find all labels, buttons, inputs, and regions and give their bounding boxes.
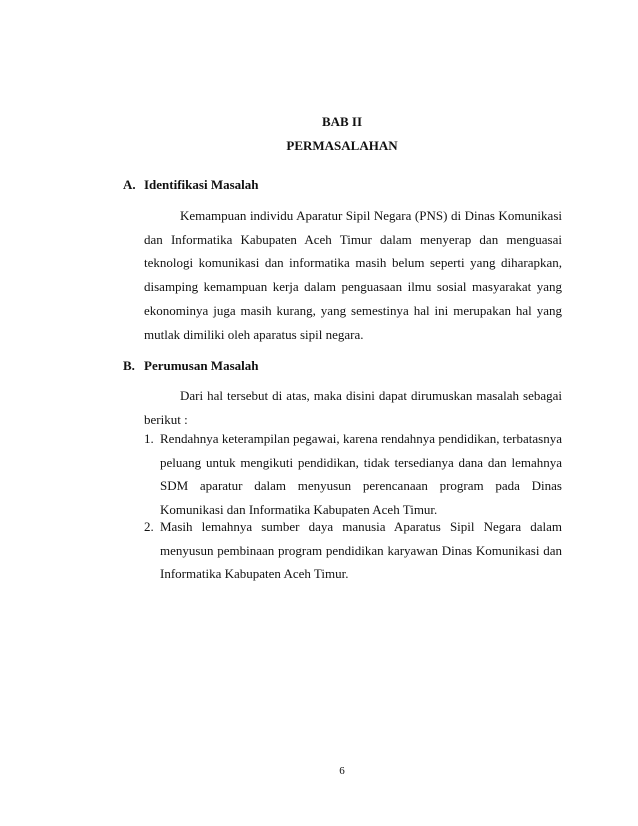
paragraph-identifikasi: Kemampuan individu Aparatur Sipil Negara (PNS) di Dinas Komunikasi dan Informatika Kabupaten Aceh Timur dalam menyerap dan menguasai teknologi komunikasi dan informatika masih belum seperti yang diharapkan, disamping kemampuan kerja dalam penguasaan ilmu sosial masyarakat yang ekonominya juga masih kurang, yang semestinya hal ini merupakan hal yang mutlak dimiliki oleh aparatus sipil negara. xyxy=(144,208,562,342)
section-title: Identifikasi Masalah xyxy=(144,177,259,192)
section-heading-identifikasi xyxy=(123,177,563,193)
page-number: 6 xyxy=(339,765,345,777)
section-letter: B. xyxy=(123,358,135,373)
list-item-text: Masih lemahnya sumber daya manusia Aparatus Sipil Negara dalam menyusun pembinaan program pendidikan karyawan Dinas Komunikasi dan Informatika Kabupaten Aceh Timur. xyxy=(160,519,562,582)
section-letter: A. xyxy=(123,177,136,192)
chapter-title: PERMASALAHAN xyxy=(286,138,398,153)
list-item xyxy=(144,427,562,522)
section-heading-perumusan xyxy=(123,358,563,374)
list-item-number: 2. xyxy=(144,519,154,534)
list-item-text: Rendahnya keterampilan pegawai, karena rendahnya pendidikan, terbatasnya peluang untuk mengikuti pendidikan, tidak tersedianya dana dan lemahnya SDM aparatur dalam menyusun perencanaan program pada Dinas Komunikasi dan Informatika Kabupaten Aceh Timur. xyxy=(160,431,562,518)
list-item-number: 1. xyxy=(144,431,154,446)
paragraph-perumusan: Dari hal tersebut di atas, maka disini dapat dirumuskan masalah sebagai berikut : xyxy=(144,388,562,427)
chapter-number: BAB II xyxy=(321,114,363,129)
list-item xyxy=(144,515,562,586)
section-title: Perumusan Masalah xyxy=(144,358,259,373)
